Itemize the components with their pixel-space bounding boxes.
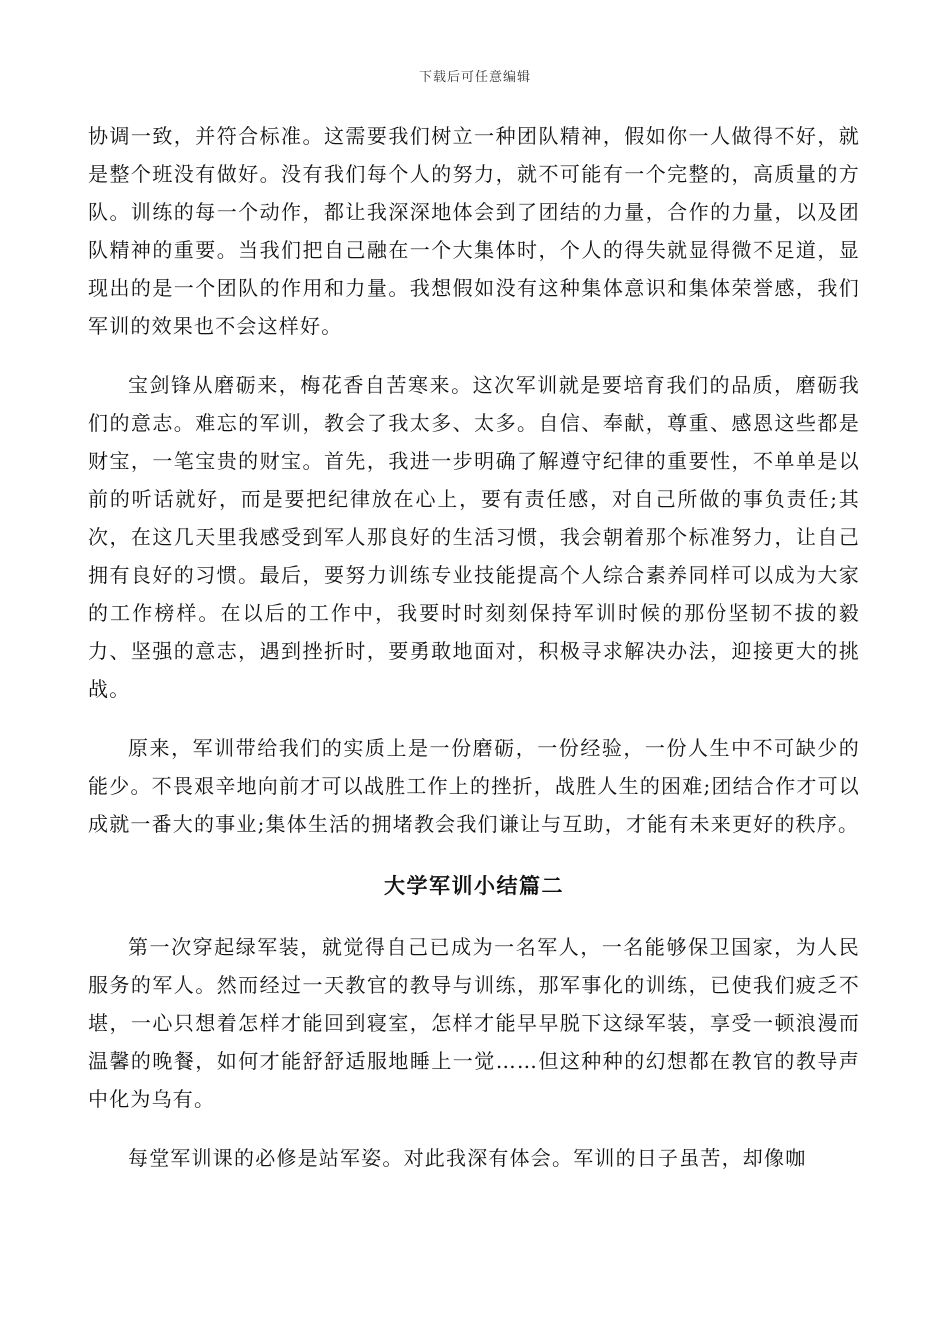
paragraph-continued: 协调一致，并符合标准。这需要我们树立一种团队精神，假如你一人做得不好，就是整个班没有做好。没有我们每个人的努力，就不可能有一个完整的，高质量的方队。训练的每一个动作，都让我深深地体会到了团结的力量，合作的力量，以及团队精神的重要。当我们把自己融在一个大集体时，个人的得失就显得微不足道，显现出的是一个团队的作用和力量。我想假如没有这种集体意识和集体荣誉感，我们军训的效果也不会这样好。 (88, 124, 860, 338)
paragraph: 宝剑锋从磨砺来，梅花香自苦寒来。这次军训就是要培育我们的品质，磨砺我们的意志。难忘的军训，教会了我太多、太多。自信、奉献，尊重、感恩这些都是财宝，一笔宝贵的财宝。首先，我进一步明确了解遵守纪律的重要性，不单单是以前的听话就好，而是要把纪律放在心上，要有责任感，对自己所做的事负责任;其次，在这几天里我感受到军人那良好的生活习惯，我会朝着那个标准努力，让自己拥有良好的习惯。最后，要努力训练专业技能提高个人综合素养同样可以成为大家的工作榜样。在以后的工作中，我要时时刻刻保持军训时候的那份坚韧不拔的毅力、坚强的意志，遇到挫折时，要勇敢地面对，积极寻求解决办法，迎接更大的挑战。 (88, 373, 860, 701)
paragraph: 第一次穿起绿军装，就觉得自己已成为一名军人，一名能够保卫国家，为人民服务的军人。然而经过一天教官的教导与训练，那军事化的训练，已使我们疲乏不堪，一心只想着怎样才能回到寝室，怎样才能早早脱下这绿军装，享受一顿浪漫而温馨的晚餐，如何才能舒舒适服地睡上一觉……但这种种的幻想都在教官的教导声中化为乌有。 (88, 935, 860, 1111)
page-header: 下载后可任意编辑 (418, 70, 531, 85)
paragraph: 原来，军训带给我们的实质上是一份磨砺，一份经验，一份人生中不可缺少的能少。不畏艰辛地向前才可以战胜工作上的挫折，战胜人生的困难;团结合作才可以成就一番大的事业;集体生活的拥堵教会我们谦让与互助，才能有未来更好的秩序。 (88, 736, 860, 836)
paragraph: 每堂军训课的必修是站军姿。对此我深有体会。军训的日子虽苦，却像咖 (128, 1146, 807, 1170)
section-title: 大学军训小结篇二 (384, 873, 564, 898)
document-body (88, 117, 860, 1177)
